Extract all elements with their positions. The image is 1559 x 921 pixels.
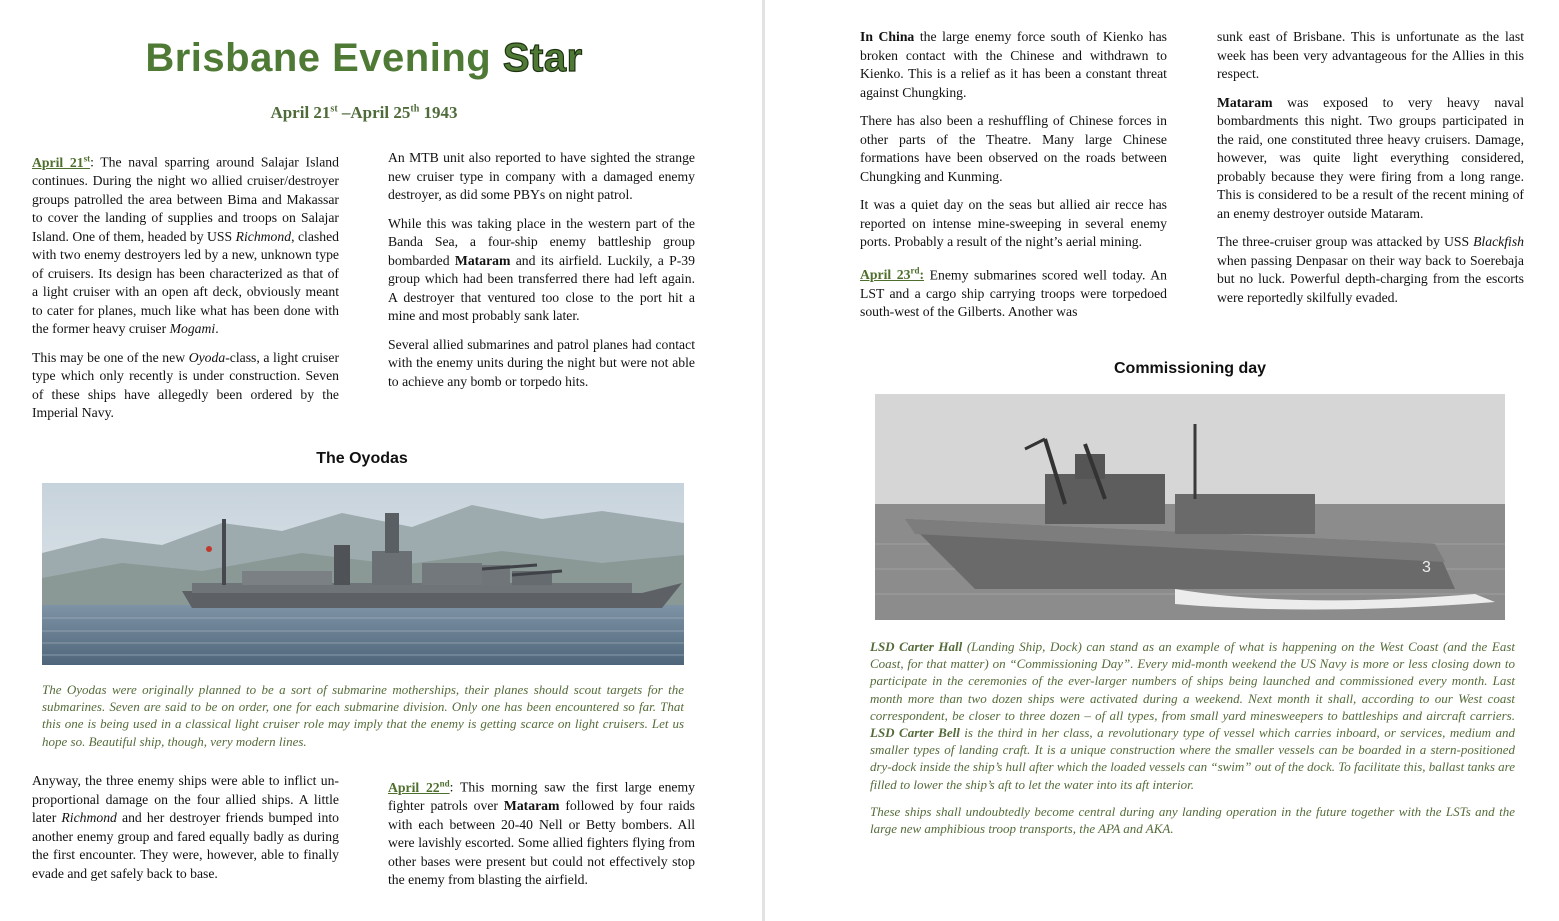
article-paragraph: The three-cruiser group was attacked by USS Blackfish when passing Denpasar on their way back to Soerebaja but no luck. Powerful depth-charging from the escorts were reportedly skilfully evaded. [1217, 234, 1524, 305]
lsd-photo-caption: LSD Carter Hall (Landing Ship, Dock) can stand as an example of what is happening on the West Coast (and the East Coast, for that matter) on “Commissioning Day”. Every mid-month weekend the US Navy is more or less closing down to participate in the ceremonies of the ever-larger numbers of ships being launched and commissioned every month. Last month more than two dozen ships were activated during a weekend. Next month it shall, according to our West coast correspondent, be closer to three dozen – of all types, from small yard minesweepers to battleships and aircraft carriers. LSD Carter Bell is the third in her class, a revolutionary type of vessel which carries inboard, or services, medium and smaller types of landing craft. It is a unique construction where the smaller vessels can be boarded in a stern-positioned dry-dock inside the ship’s hull after which the loaded vessels can “swim” out of the dock. To facilitate this, ballast tanks are filled to lower the ship’s aft to let the water into its aft interior. These ships shall undoubtedly become central during any landing operation in the future together with the LSTs and the large new amphibious troop transports, the APA and AKA. [870, 639, 1515, 837]
article-paragraph: sunk east of Brisbane. This is unfortunate as the last week has been very advantageous for the Allies in this respect. [1217, 29, 1524, 81]
section-title-oyodas: The Oyodas [316, 450, 408, 467]
hull-number: 3 [1422, 559, 1431, 576]
article-paragraph: April 23rd: Enemy submarines scored well today. An LST and a cargo ship carrying troops were torpedoed south-west of the Gilberts. Another was [860, 265, 1167, 320]
right-page [765, 0, 1559, 921]
masthead-star: Star [502, 36, 583, 80]
article-paragraph: Mataram was exposed to very heavy naval bombardments this night. Two groups participated in the raid, one constituted three heavy cruisers. Damage, however, was quite light everything considered, probably because they were firing from a long range. This is considered to be a result of the recent mining of an enemy destroyer outside Mataram. [1217, 94, 1524, 221]
article-paragraph: While this was taking place in the western part of the Banda Sea, a four-ship enemy battleship group bombarded Mataram and its airfield. Luckily, a P-39 group which had been transferred there had left again. A destroyer that ventured too close to the port hit a mine and most probably sank later. [388, 215, 695, 323]
article-col-2 [388, 149, 695, 401]
lsd-ship-photo [875, 394, 1505, 620]
article-col-5 [860, 28, 1167, 332]
article-paragraph: April 22nd: This morning saw the first large enemy fighter patrols over Mataram followed by four raids with each between 20-40 Nell or Betty bombers. All were lavishly escorted. Some allied fighters flying from other bases were present but could not effectively stop the enemy from blasting the airfield. [388, 778, 695, 888]
section-title-commissioning: Commissioning day [1113, 360, 1267, 377]
masthead-title: Brisbane Evening Star [145, 36, 583, 80]
article-paragraph: April 21st: The naval sparring around Salajar Island continues. During the night wo allied cruiser/destroyer groups patrolled the area between Bima and Makassar to cover the landing of supplies and troops on Salajar Island. One of them, headed by USS Richmond, clashed with two enemy destroyers led by a new, unknown type of cruisers. Its design has been characterized as that of a light cruiser with an open aft deck, obviously meant to cater for planes, much like what has been done with the former heavy cruiser Mogami. [32, 153, 340, 337]
article-col-3 [32, 772, 339, 893]
date-heading: April 22nd [388, 778, 450, 795]
article-paragraph: Anyway, the three enemy ships were able to inflict un-proportional damage on the four allied ships. A little later Richmond and her destroyer friends bumped into another enemy group and fared equally badly as during the first encounter. They were, however, able to finally evade and get safely back to base. [32, 773, 339, 881]
article-col-4 [388, 774, 695, 900]
article-paragraph: In China the large enemy force south of Kienko has broken contact with the Chinese and withdrawn to Kienko. This is a relief as it has been a constant threat against Chungking. [860, 29, 1167, 100]
left-page [0, 0, 762, 921]
article-paragraph: An MTB unit also reported to have sighted the strange new cruiser type in company with a damaged enemy destroyer, as did some PBYs on night patrol. [388, 150, 695, 202]
article-paragraph: There has also been a reshuffling of Chinese forces in other parts of the Theatre. Many large Chinese formations have been observed on the roads between Chungking and Kunming. [860, 113, 1167, 184]
oyoda-cruiser-photo [42, 483, 684, 665]
article-col-6 [1217, 28, 1524, 317]
date-heading: April 23rd: [860, 265, 925, 283]
oyodas-photo-caption: The Oyodas were originally planned to be a sort of submarine motherships, their planes should scout targets for the submarines. Seven are said to be on order, one for each submarine division. Only one has been encountered so far. That this one is being used in a classical light cruiser role may imply that the enemy is getting scarce on light cruisers. Let us hope so. Beautiful ship, though, very modern lines. [42, 682, 684, 749]
dateline: April 21st –April 25th 1943 [270, 103, 458, 122]
article-paragraph: Several allied submarines and patrol planes had contact with the enemy units during the night but were not able to achieve any bomb or torpedo hits. [388, 336, 695, 389]
date-heading: April 21st [32, 153, 91, 170]
article-paragraph: It was a quiet day on the seas but allied air recce has reported on intense mine-sweeping in several enemy ports. Probably a result of the night’s aerial mining. [860, 197, 1167, 249]
article-col-1 [32, 149, 339, 433]
article-paragraph: This may be one of the new Oyoda-class, a light cruiser type which only recently is under construction. Seven of these ships have allegedly been ordered by the Imperial Navy. [32, 349, 339, 421]
